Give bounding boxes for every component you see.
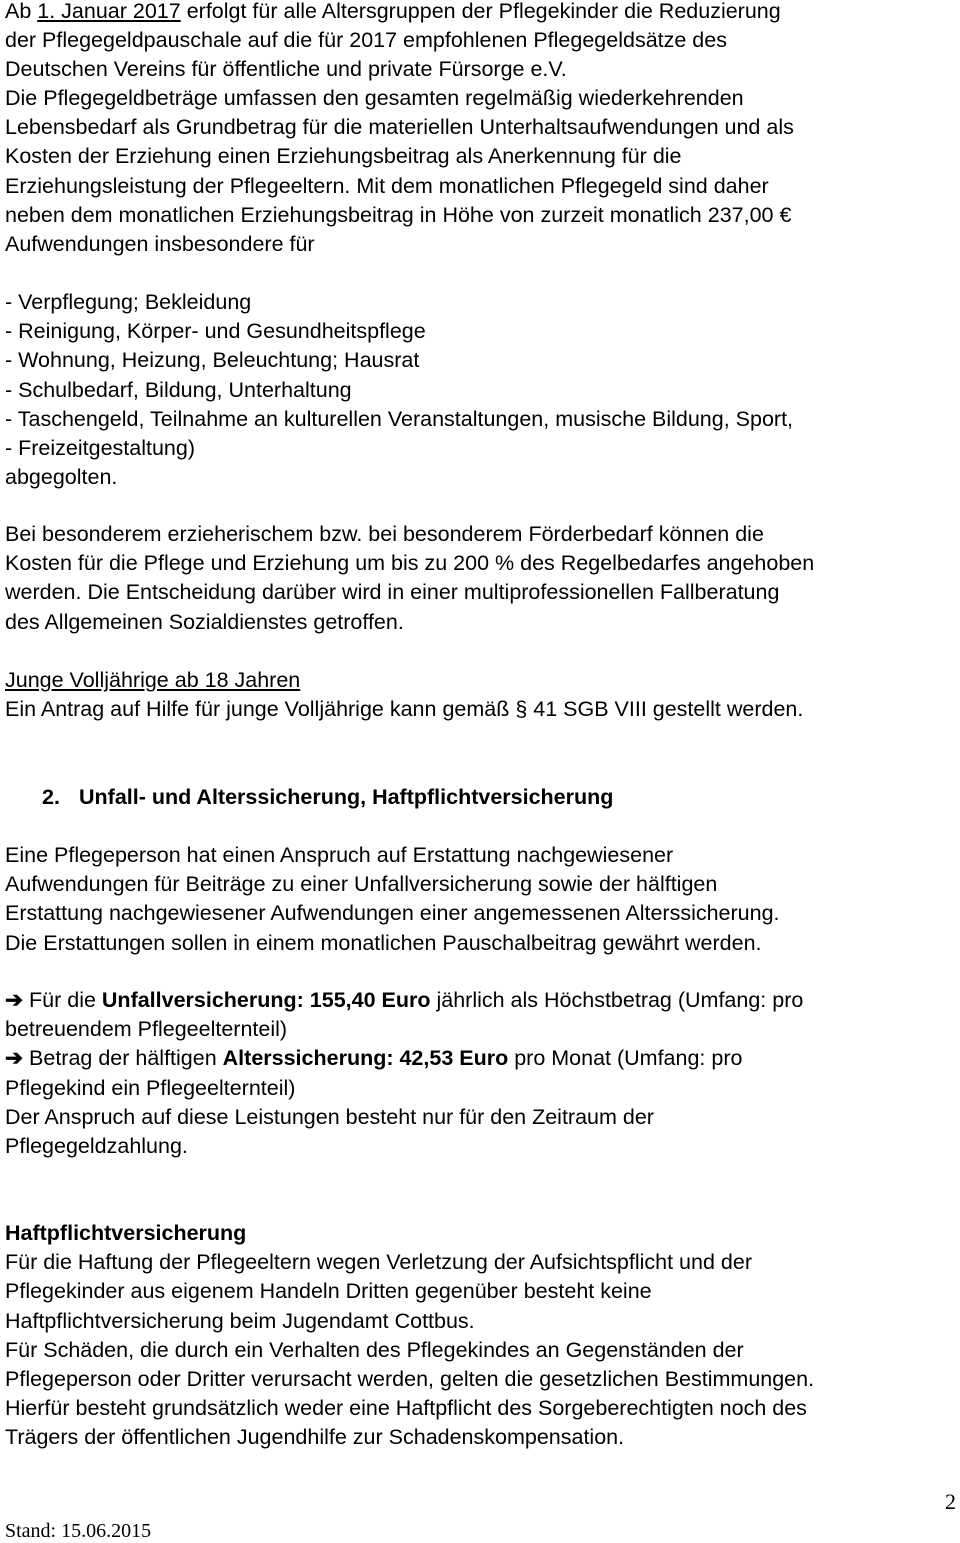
text-line: Bei besonderem erzieherischem bzw. bei besonderem Förderbedarf können die [5,522,764,546]
paragraph-erstattung [5,841,956,958]
text-line: Kosten für die Pflege und Erziehung um bis zu 200 % des Regelbedarfes angehoben [5,551,815,576]
section-number: 2. [42,785,60,809]
date-link[interactable]: 1. Januar 2017 [37,0,181,23]
text-line: Eine Pflegeperson hat einen Anspruch auf Erstattung nachgewiesener [5,843,674,867]
bullet-unfall-cont: betreuendem Pflegeelternteil) [5,1017,288,1042]
section-title: Unfall- und Alterssicherung, Haftpflichtversicherung [79,785,614,809]
text-line: Pflegegeldzahlung. [5,1134,188,1159]
text-line: Erziehungsleistung der Pflegeeltern. Mit dem monatlichen Pflegegeld sind daher [5,173,769,198]
text-line: Lebensbedarf als Grundbetrag für die materiellen Unterhaltsaufwendungen und als [5,115,794,140]
young-adults-heading: Junge Volljährige ab 18 Jahren [5,668,301,692]
intro-line-2: der Pflegegeldpauschale auf die für 2017 empfohlenen Pflegegeldsätze des [5,28,727,53]
paragraph-pflegegeld [5,84,956,259]
paragraph-foerderbedarf [5,520,956,637]
text-line: Pflegeperson oder Dritter verursacht werden, gelten die gesetzlichen Bestimmungen. [5,1367,815,1392]
bullet-alter: ➔ Betrag der hälftigen Alterssicherung: 42,53 Euro pro Monat (Umfang: pro [5,1046,743,1071]
arrow-right-icon: ➔ [5,1046,24,1071]
text-line: Der Anspruch auf diese Leistungen besteht nur für den Zeitraum der [5,1104,654,1129]
list-item: - Reinigung, Körper- und Gesundheitspflege [5,319,426,344]
text-line: Für die Haftung der Pflegeeltern wegen Verletzung der Aufsichtspflicht und der [5,1250,752,1275]
page-number: 2 [945,1489,956,1514]
text-line: neben dem monatlichen Erziehungsbeitrag in Höhe von zurzeit monatlich 237,00 € [5,202,792,227]
insurance-bullets [5,986,956,1161]
arrow-right-icon: ➔ [5,988,24,1012]
text-line: Pflegekinder aus eigenem Handeln Dritten gegenüber besteht keine [5,1279,652,1304]
text-line: Kosten der Erziehung einen Erziehungsbeitrag als Anerkennung für die [5,144,682,169]
text-line: werden. Die Entscheidung darüber wird in einer multiprofessionellen Fallberatung [5,580,780,605]
intro-paragraph [5,0,956,85]
expense-list [5,288,956,492]
text-line: Hierfür besteht grundsätzlich weder eine Haftpflicht des Sorgeberechtigten noch des [5,1396,807,1421]
text-line: Haftpflichtversicherung beim Jugendamt Cottbus. [5,1308,475,1333]
list-item: - Wohnung, Heizung, Beleuchtung; Hausrat [5,348,420,373]
text-line: Die Erstattungen sollen in einem monatlichen Pauschalbeitrag gewährt werden. [5,930,762,955]
text-line: Aufwendungen insbesondere für [5,232,315,257]
text-line: Für Schäden, die durch ein Verhalten des Pflegekindes an Gegenständen der [5,1337,744,1362]
unfall-amount: Unfallversicherung: 155,40 Euro [101,988,431,1012]
liability-heading: Haftpflichtversicherung [5,1221,247,1245]
alter-amount: Alterssicherung: 42,53 Euro [222,1046,509,1071]
list-item: abgegolten. [5,465,118,490]
liability-section [5,1219,956,1453]
text-line: Aufwendungen für Beiträge zu einer Unfallversicherung sowie der hälftigen [5,872,718,897]
stand-date: Stand: 15.06.2015 [5,1520,152,1542]
bullet-alter-cont: Pflegekind ein Pflegeelternteil) [5,1075,296,1100]
text-line: Die Pflegegeldbeträge umfassen den gesamten regelmäßig wiederkehrenden [5,86,744,110]
text-line: Erstattung nachgewiesener Aufwendungen einer angemessenen Alterssicherung. [5,901,780,926]
young-adults-section [5,666,956,724]
young-adults-text: Ein Antrag auf Hilfe für junge Volljährige kann gemäß § 41 SGB VIII gestellt werden. [5,697,804,722]
bullet-unfall: ➔ Für die Unfallversicherung: 155,40 Euro jährlich als Höchstbetrag (Umfang: pro [5,988,804,1012]
list-item: - Freizeitgestaltung) [5,436,195,461]
text-line: Trägers der öffentlichen Jugendhilfe zur Schadenskompensation. [5,1425,625,1450]
section-2-heading [42,783,956,812]
intro-line-3: Deutschen Vereins für öffentliche und private Fürsorge e.V. [5,57,567,82]
list-item: - Schulbedarf, Bildung, Unterhaltung [5,377,352,402]
list-item: - Taschengeld, Teilnahme an kulturellen Veranstaltungen, musische Bildung, Sport, [5,406,794,431]
text-line: des Allgemeinen Sozialdienstes getroffen. [5,609,404,634]
intro-line-1: Ab 1. Januar 2017 erfolgt für alle Altersgruppen der Pflegekinder die Reduzierung [5,0,781,23]
list-item: - Verpflegung; Bekleidung [5,290,252,314]
